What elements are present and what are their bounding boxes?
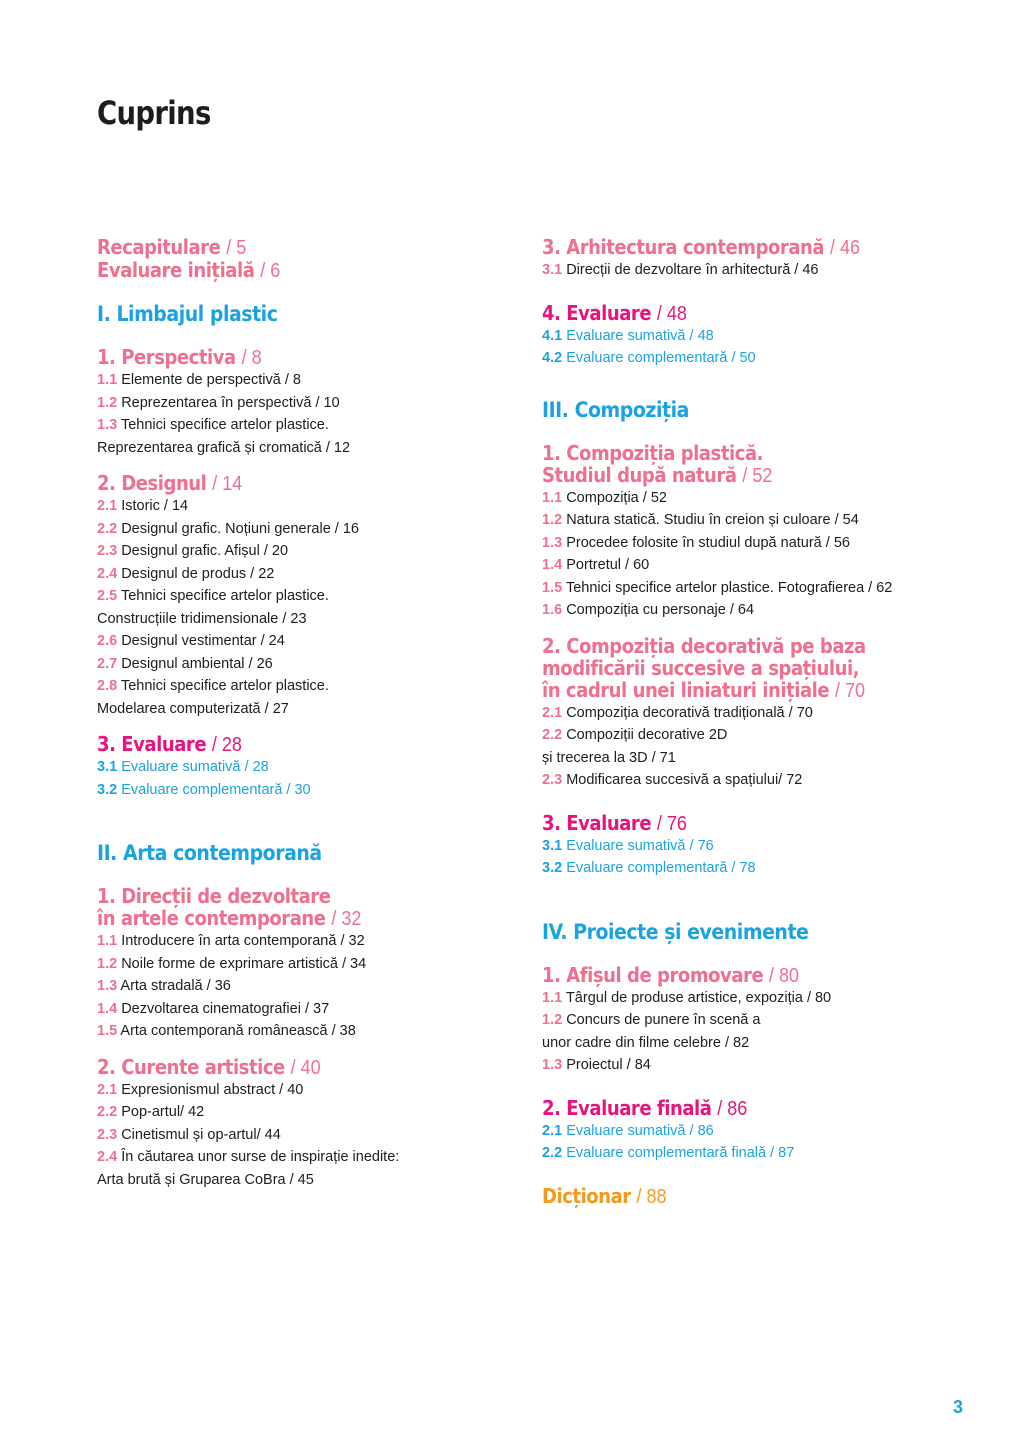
toc-item[interactable]: 2.6 Designul vestimentar / 24 — [97, 633, 285, 649]
chapter-heading[interactable]: 1. Compoziția plastică. Studiul după natură / 52 — [542, 440, 773, 487]
toc-item[interactable]: 1.3 Arta stradală / 36 — [97, 978, 231, 994]
chapter-heading[interactable]: 2. Designul / 14 — [97, 471, 243, 495]
toc-item[interactable]: 3.2 Evaluare complementară / 30 — [97, 781, 311, 798]
toc-item-continuation[interactable]: Reprezentarea grafică și cromatică / 12 — [97, 439, 351, 456]
chapter-heading[interactable]: 1. Perspectiva / 8 — [97, 345, 262, 369]
toc-item[interactable]: 3.1 Direcții de dezvoltare în arhitectură / 46 — [542, 262, 819, 278]
toc-item[interactable]: 1.4 Dezvoltarea cinematografiei / 37 — [97, 1000, 330, 1017]
chapter-items — [97, 930, 517, 1043]
chapter-items — [542, 259, 962, 282]
toc-item[interactable]: 2.8 Tehnici specifice artelor plastice. — [97, 678, 329, 694]
chapter-items — [97, 369, 517, 459]
toc-item[interactable]: 2.1 Evaluare sumativă / 86 — [542, 1122, 714, 1139]
toc-item[interactable]: 1.4 Portretul / 60 — [542, 557, 650, 573]
chapter-heading[interactable]: 3. Arhitectura contemporană / 46 — [542, 235, 860, 259]
toc-item[interactable]: 1.2 Concurs de punere în scenă a — [542, 1012, 761, 1028]
dictionary-heading[interactable]: Dicționar / 88 — [542, 1183, 667, 1208]
unit-heading-2[interactable]: II. Arta contemporană — [97, 841, 322, 865]
chapter-items — [542, 987, 962, 1077]
evaluation-heading[interactable]: 4. Evaluare / 48 — [542, 300, 687, 325]
toc-item[interactable]: 4.1 Evaluare sumativă / 48 — [542, 327, 714, 344]
chapter-heading[interactable]: 2. Curente artistice / 40 — [97, 1054, 321, 1079]
chapter-heading[interactable]: 2. Compoziția decorativă pe baza modificării succesive a spațiului, în cadrul unei liniaturi inițiale / 70 — [542, 633, 866, 702]
toc-item[interactable]: 3.1 Evaluare sumativă / 76 — [542, 837, 714, 854]
toc-item[interactable]: 1.6 Compoziția cu personaje / 64 — [542, 602, 755, 618]
toc-item[interactable]: 2.3 Modificarea succesivă a spațiului/ 72 — [542, 772, 803, 788]
toc-item[interactable]: 2.3 Designul grafic. Afișul / 20 — [97, 543, 289, 559]
evaluation-heading[interactable]: 2. Evaluare finală / 86 — [542, 1095, 748, 1120]
toc-item-continuation[interactable]: Arta brută și Gruparea CoBra / 45 — [97, 1171, 314, 1188]
toc-left-column — [97, 236, 517, 1191]
chapter-items — [97, 495, 517, 720]
toc-item[interactable]: 2.1 Istoric / 14 — [97, 498, 189, 514]
toc-item[interactable]: 2.5 Tehnici specifice artelor plastice. — [97, 588, 329, 604]
toc-item[interactable]: 4.2 Evaluare complementară / 50 — [542, 350, 756, 366]
toc-entry-recapitulare[interactable]: Recapitulare / 5 — [97, 235, 247, 259]
chapter-items — [97, 1079, 517, 1192]
chapter-items — [542, 835, 962, 880]
toc-item[interactable]: 2.4 Designul de produs / 22 — [97, 565, 275, 582]
evaluation-heading[interactable]: 3. Evaluare / 28 — [97, 732, 242, 756]
toc-item[interactable]: 1.1 Compoziția / 52 — [542, 489, 667, 506]
toc-item[interactable]: 1.3 Procedee folosite în studiul după natură / 56 — [542, 534, 850, 551]
chapter-heading[interactable]: 1. Afișul de promovare / 80 — [542, 962, 800, 987]
toc-item[interactable]: 1.1 Târgul de produse artistice, expoziția / 80 — [542, 989, 832, 1006]
toc-item[interactable]: 1.5 Arta contemporană românească / 38 — [97, 1023, 356, 1039]
toc-item[interactable]: 2.4 În căutarea unor surse de inspirație inedite: — [97, 1149, 400, 1165]
chapter-items — [542, 1120, 962, 1165]
evaluation-heading[interactable]: 3. Evaluare / 76 — [542, 810, 687, 835]
toc-item[interactable]: 2.2 Designul grafic. Noțiuni generale / 16 — [97, 520, 359, 537]
chapter-heading[interactable]: 1. Direcții de dezvoltare în artele contemporane / 32 — [97, 884, 362, 930]
chapter-items — [97, 756, 517, 801]
chapter-items — [542, 487, 962, 622]
toc-item[interactable]: 3.2 Evaluare complementară / 78 — [542, 860, 756, 876]
toc-item[interactable]: 1.3 Tehnici specifice artelor plastice. — [97, 417, 329, 433]
toc-entry-evaluare-initiala[interactable]: Evaluare inițială / 6 — [97, 258, 281, 282]
toc-item[interactable]: 2.1 Expresionismul abstract / 40 — [97, 1081, 304, 1098]
toc-item[interactable]: 1.2 Reprezentarea în perspectivă / 10 — [97, 394, 340, 411]
unit-heading-4[interactable]: IV. Proiecte și evenimente — [542, 919, 809, 944]
page-title: Cuprins — [97, 94, 211, 132]
chapter-items — [542, 702, 962, 792]
chapter-items — [542, 325, 962, 370]
page-number: 3 — [953, 1397, 964, 1417]
toc-item[interactable]: 2.7 Designul ambiental / 26 — [97, 655, 273, 672]
toc-item[interactable]: 2.2 Evaluare complementară finală / 87 — [542, 1145, 795, 1161]
toc-item-continuation[interactable]: Modelarea computerizată / 27 — [97, 700, 289, 717]
toc-item[interactable]: 2.2 Compoziții decorative 2D — [542, 727, 728, 743]
toc-item[interactable]: 1.2 Noile forme de exprimare artistică / 34 — [97, 955, 367, 972]
toc-item-continuation[interactable]: unor cadre din filme celebre / 82 — [542, 1034, 750, 1051]
toc-item-continuation[interactable]: și trecerea la 3D / 71 — [542, 749, 676, 766]
toc-item[interactable]: 1.1 Introducere în arta contemporană / 32 — [97, 933, 365, 949]
toc-item[interactable]: 1.3 Proiectul / 84 — [542, 1057, 651, 1073]
unit-heading-1[interactable]: I. Limbajul plastic — [97, 302, 278, 326]
toc-item[interactable]: 2.2 Pop-artul/ 42 — [97, 1104, 205, 1120]
toc-item[interactable]: 1.1 Elemente de perspectivă / 8 — [97, 372, 301, 388]
unit-heading-3[interactable]: III. Compoziția — [542, 397, 689, 422]
toc-item[interactable]: 1.2 Natura statică. Studiu în creion și culoare / 54 — [542, 512, 859, 528]
toc-right-column — [542, 236, 962, 1208]
toc-item-continuation[interactable]: Construcțiile tridimensionale / 23 — [97, 610, 307, 627]
toc-item[interactable]: 2.3 Cinetismul și op-artul/ 44 — [97, 1126, 281, 1143]
toc-item[interactable]: 2.1 Compoziția decorativă tradițională / 70 — [542, 704, 813, 721]
toc-item[interactable]: 1.5 Tehnici specifice artelor plastice. Fotografierea / 62 — [542, 579, 893, 596]
toc-item[interactable]: 3.1 Evaluare sumativă / 28 — [97, 759, 269, 775]
